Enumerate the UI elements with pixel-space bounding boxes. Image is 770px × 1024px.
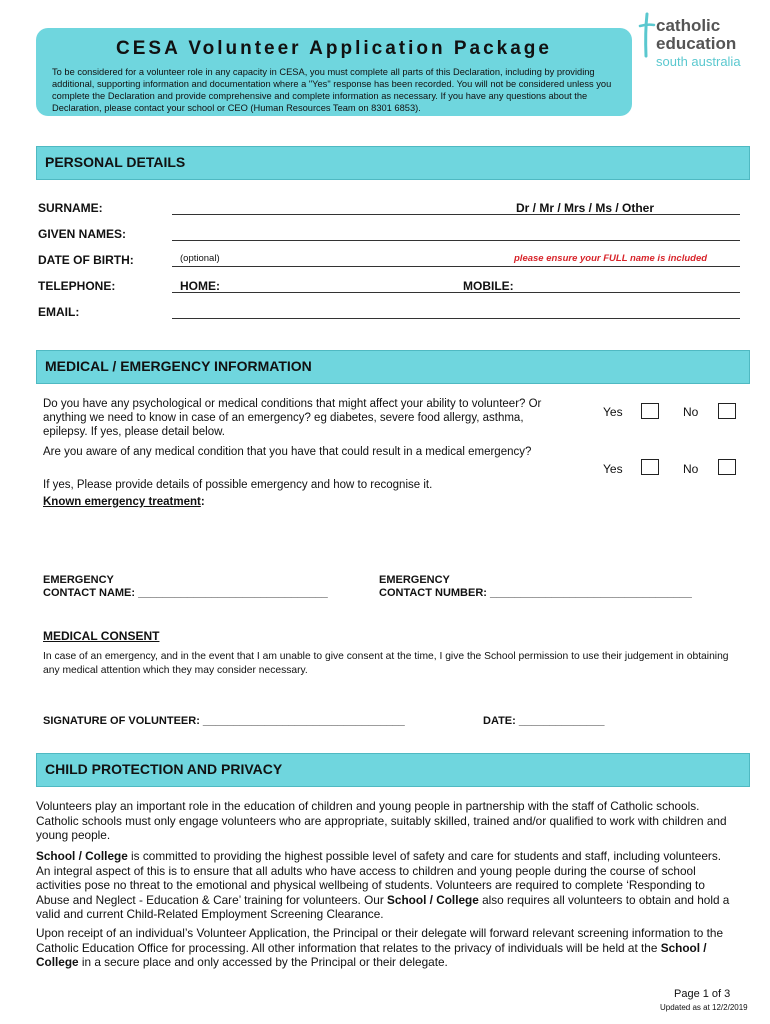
logo-line-3: south australia: [656, 54, 741, 69]
known-treatment-text: Known emergency treatment: [43, 496, 201, 508]
logo-line-2: education: [656, 34, 737, 53]
telephone-field[interactable]: [172, 292, 740, 293]
child-protection-heading: [36, 753, 750, 787]
medical-consent-text: In case of an emergency, and in the event that I am unable to give consent at the time, I give the School permission to use their judgement in obtaining any medical attention which they may consider necessary.: [43, 651, 729, 676]
given-names-field[interactable]: [172, 240, 740, 241]
emergency-contact-number[interactable]: [379, 574, 692, 600]
title-options: Dr / Mr / Mrs / Ms / Other: [516, 201, 655, 215]
dob-optional: (optional): [180, 253, 220, 264]
mobile-label: MOBILE:: [463, 279, 514, 293]
date-field[interactable]: DATE: ______________: [483, 715, 605, 727]
dob-field[interactable]: [172, 266, 740, 267]
medical-question-3: If yes, Please provide details of possible emergency and how to recognise it.: [43, 479, 433, 491]
section-title: MEDICAL / EMERGENCY INFORMATION: [45, 358, 312, 374]
known-treatment-label: [43, 496, 205, 508]
q1-yes-label: Yes: [603, 405, 623, 419]
cross-icon: [638, 12, 656, 58]
q1-no-checkbox[interactable]: [718, 403, 736, 419]
child-paragraph-1: Volunteers play an important role in the education of children and young people in partnership with the staff of Catholic schools. Catholic schools must only engage volunteers who are appropriate, suitably skilled, trained and/or qualified to work with children and young people.: [36, 799, 727, 843]
q2-no-checkbox[interactable]: [718, 459, 736, 475]
section-title: PERSONAL DETAILS: [45, 154, 186, 170]
q2-yes-checkbox[interactable]: [641, 459, 659, 475]
school-college-1: School / College: [36, 849, 128, 863]
medical-question-1: Do you have any psychological or medical conditions that might affect your ability to volunteer? Or anything we need to know in case of an emergency? eg diabetes, severe food allergy, asthma, epilepsy. If yes, please detail below.: [43, 398, 542, 438]
logo-line-1: catholic: [656, 16, 721, 35]
emergency-label: EMERGENCY: [379, 574, 450, 586]
q2-no-label: No: [683, 462, 699, 476]
dob-label: DATE OF BIRTH:: [38, 253, 134, 267]
home-label: HOME:: [180, 279, 220, 293]
email-field[interactable]: [172, 318, 740, 319]
signature-field[interactable]: SIGNATURE OF VOLUNTEER: _________________________________: [43, 715, 405, 727]
school-college-3: School / College: [36, 940, 707, 970]
personal-details-heading: [36, 146, 750, 180]
medical-heading: [36, 350, 750, 384]
telephone-label: TELEPHONE:: [38, 279, 116, 293]
full-name-note: please ensure your FULL name is included: [514, 253, 708, 264]
emergency-label: EMERGENCY: [43, 574, 114, 586]
child-paragraph-3: [36, 926, 736, 970]
header-banner: [36, 28, 632, 116]
p2-text-a: is committed to providing the highest possible level of safety and care for students and staff, including volunteers. An integral aspect of this is to ensure that all adults who have access to children and young people during the course of school activities pose no threat to the emotional and physical wellbeing of students. Volunteers are required to complete ‘Responding to Abuse and Neglect - Education & Care’ training for volunteers. Our: [36, 849, 722, 907]
page-number: Page 1 of 3: [674, 988, 731, 1000]
intro-text: To be considered for a volunteer role in any capacity in CESA, you must complete all parts of this Declaration, including by providing additional, supporting information and documentation where a "Yes" response has been recorded. You will not be considered unless you complete the Declaration and provide comprehensive and complete information as necessary. If you have any questions about the Declaration, please contact your school or CEO (Human Resources Team on 8301 6853).: [52, 67, 612, 113]
contact-name-field: CONTACT NAME: _______________________________: [43, 587, 328, 599]
given-names-label: GIVEN NAMES:: [38, 227, 127, 241]
surname-field[interactable]: [172, 214, 740, 215]
p2-text-b: also requires all volunteers to obtain and hold a valid and current Child-Related Employment Screening Clearance.: [36, 892, 730, 922]
emergency-contact-name[interactable]: [43, 574, 328, 600]
email-label: EMAIL:: [38, 305, 80, 319]
page-title: CESA Volunteer Application Package: [116, 38, 552, 59]
p3-text-a: Upon receipt of an individual’s Volunteer Application, the Principal or their delegate will forward relevant screening information to the Catholic Education Office for processing. All other information that relates to the privacy of individuals will be held at the: [36, 926, 724, 955]
school-college-2: School / College: [387, 892, 479, 907]
q1-no-label: No: [683, 405, 699, 419]
p3-text-b: in a secure place and only accessed by the Principal or their delegate.: [78, 955, 448, 970]
medical-question-2: Are you aware of any medical condition that you have that could result in a medical emergency?: [43, 446, 532, 458]
updated-date: Updated as at 12/2/2019: [660, 1003, 748, 1012]
section-title: CHILD PROTECTION AND PRIVACY: [45, 761, 283, 777]
contact-number-field: CONTACT NUMBER: _________________________________: [379, 587, 692, 599]
q2-yes-label: Yes: [603, 462, 623, 476]
medical-consent-heading: MEDICAL CONSENT: [43, 629, 160, 643]
logo: [638, 10, 758, 80]
q1-yes-checkbox[interactable]: [641, 403, 659, 419]
known-treatment-colon: :: [200, 496, 205, 508]
child-paragraph-2: [36, 849, 736, 922]
surname-label: SURNAME:: [38, 201, 103, 215]
